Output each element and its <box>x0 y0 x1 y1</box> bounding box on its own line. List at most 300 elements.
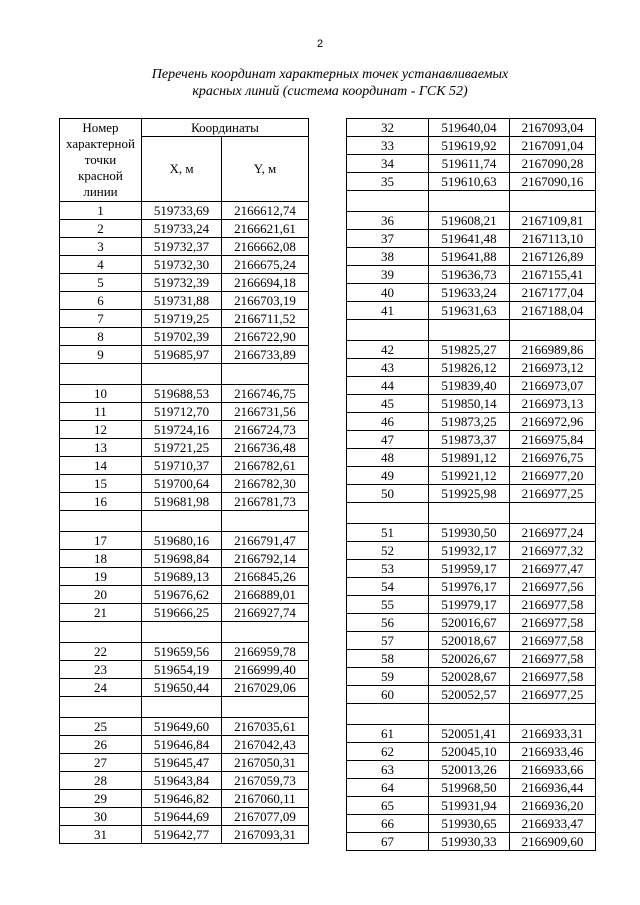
x-coordinate-cell: 519732,39 <box>142 274 222 292</box>
y-coordinate-cell: 2166731,56 <box>222 403 309 421</box>
point-number-cell: 66 <box>347 815 429 833</box>
table-row <box>347 761 596 779</box>
empty-cell <box>429 320 510 341</box>
table-row <box>347 119 596 137</box>
table-row <box>60 661 309 679</box>
empty-cell <box>60 622 142 643</box>
empty-cell <box>429 503 510 524</box>
point-number-cell: 47 <box>347 431 429 449</box>
empty-cell <box>142 511 222 532</box>
point-number-cell: 28 <box>60 772 142 790</box>
y-coordinate-cell: 2166675,24 <box>222 256 309 274</box>
point-number-cell: 13 <box>60 439 142 457</box>
y-coordinate-cell: 2166612,74 <box>222 202 309 220</box>
x-coordinate-cell: 519654,19 <box>142 661 222 679</box>
y-coordinate-cell: 2166722,90 <box>222 328 309 346</box>
x-coordinate-cell: 519826,12 <box>429 359 510 377</box>
table-gap-row <box>347 191 596 212</box>
point-number-cell: 58 <box>347 650 429 668</box>
point-number-cell: 42 <box>347 341 429 359</box>
point-number-cell: 23 <box>60 661 142 679</box>
point-number-cell: 43 <box>347 359 429 377</box>
x-coordinate-cell: 519646,82 <box>142 790 222 808</box>
table-row <box>347 467 596 485</box>
y-coordinate-cell: 2167093,04 <box>510 119 596 137</box>
point-number-cell: 11 <box>60 403 142 421</box>
x-coordinate-cell: 519611,74 <box>429 155 510 173</box>
table-row <box>347 632 596 650</box>
point-number-cell: 56 <box>347 614 429 632</box>
header-y: Y, м <box>222 137 309 202</box>
point-number-cell: 51 <box>347 524 429 542</box>
point-number-cell: 41 <box>347 302 429 320</box>
point-number-cell: 57 <box>347 632 429 650</box>
x-coordinate-cell: 519719,25 <box>142 310 222 328</box>
y-coordinate-cell: 2167177,04 <box>510 284 596 302</box>
point-number-cell: 39 <box>347 266 429 284</box>
table-row <box>60 808 309 826</box>
point-number-cell: 6 <box>60 292 142 310</box>
y-coordinate-cell: 2167042,43 <box>222 736 309 754</box>
x-coordinate-cell: 519979,17 <box>429 596 510 614</box>
table-row <box>60 604 309 622</box>
table-row <box>60 532 309 550</box>
y-coordinate-cell: 2167155,41 <box>510 266 596 284</box>
y-coordinate-cell: 2166973,13 <box>510 395 596 413</box>
empty-cell <box>510 320 596 341</box>
x-coordinate-cell: 519689,13 <box>142 568 222 586</box>
y-coordinate-cell: 2166976,75 <box>510 449 596 467</box>
empty-cell <box>222 622 309 643</box>
title-line-1: Перечень координат характерных точек устанавливаемых <box>151 67 509 82</box>
point-number-cell: 17 <box>60 532 142 550</box>
document-title <box>100 66 560 100</box>
point-number-cell: 4 <box>60 256 142 274</box>
x-coordinate-cell: 519976,17 <box>429 578 510 596</box>
x-coordinate-cell: 519891,12 <box>429 449 510 467</box>
x-coordinate-cell: 519633,24 <box>429 284 510 302</box>
point-number-cell: 10 <box>60 385 142 403</box>
table-gap-row <box>347 503 596 524</box>
table-row <box>60 457 309 475</box>
point-number-cell: 52 <box>347 542 429 560</box>
x-coordinate-cell: 519636,73 <box>429 266 510 284</box>
y-coordinate-cell: 2167050,31 <box>222 754 309 772</box>
table-gap-row <box>60 511 309 532</box>
y-coordinate-cell: 2167113,10 <box>510 230 596 248</box>
table-row <box>60 568 309 586</box>
table-row <box>60 346 309 364</box>
y-coordinate-cell: 2166977,58 <box>510 614 596 632</box>
y-coordinate-cell: 2166973,07 <box>510 377 596 395</box>
table-row <box>347 797 596 815</box>
table-row <box>60 328 309 346</box>
point-number-cell: 20 <box>60 586 142 604</box>
point-number-cell: 46 <box>347 413 429 431</box>
x-coordinate-cell: 519959,17 <box>429 560 510 578</box>
page-number: 2 <box>316 38 324 50</box>
x-coordinate-cell: 519666,25 <box>142 604 222 622</box>
x-coordinate-cell: 519968,50 <box>429 779 510 797</box>
point-number-cell: 65 <box>347 797 429 815</box>
x-coordinate-cell: 519644,69 <box>142 808 222 826</box>
point-number-cell: 67 <box>347 833 429 851</box>
y-coordinate-cell: 2166662,08 <box>222 238 309 256</box>
y-coordinate-cell: 2166977,58 <box>510 596 596 614</box>
y-coordinate-cell: 2166977,58 <box>510 632 596 650</box>
y-coordinate-cell: 2166977,20 <box>510 467 596 485</box>
x-coordinate-cell: 519659,56 <box>142 643 222 661</box>
point-number-cell: 37 <box>347 230 429 248</box>
x-coordinate-cell: 520045,10 <box>429 743 510 761</box>
y-coordinate-cell: 2166977,58 <box>510 650 596 668</box>
point-number-cell: 59 <box>347 668 429 686</box>
point-number-cell: 63 <box>347 761 429 779</box>
table-gap-row <box>60 697 309 718</box>
table-row <box>347 779 596 797</box>
table-row <box>60 439 309 457</box>
table-gap-row <box>60 364 309 385</box>
y-coordinate-cell: 2166933,66 <box>510 761 596 779</box>
point-number-cell: 62 <box>347 743 429 761</box>
point-number-cell: 12 <box>60 421 142 439</box>
table-row <box>60 385 309 403</box>
y-coordinate-cell: 2166977,47 <box>510 560 596 578</box>
empty-cell <box>429 704 510 725</box>
y-coordinate-cell: 2166791,47 <box>222 532 309 550</box>
table-row <box>60 220 309 238</box>
y-coordinate-cell: 2166736,48 <box>222 439 309 457</box>
y-coordinate-cell: 2166977,24 <box>510 524 596 542</box>
y-coordinate-cell: 2166782,61 <box>222 457 309 475</box>
table-row <box>60 679 309 697</box>
empty-cell <box>510 191 596 212</box>
table-row <box>347 524 596 542</box>
y-coordinate-cell: 2166989,86 <box>510 341 596 359</box>
point-number-cell: 25 <box>60 718 142 736</box>
table-row <box>347 650 596 668</box>
point-number-cell: 30 <box>60 808 142 826</box>
point-number-cell: 22 <box>60 643 142 661</box>
point-number-cell: 40 <box>347 284 429 302</box>
x-coordinate-cell: 519930,33 <box>429 833 510 851</box>
table-row <box>347 560 596 578</box>
table-gap-row <box>347 320 596 341</box>
table-row <box>347 137 596 155</box>
point-number-cell: 29 <box>60 790 142 808</box>
y-coordinate-cell: 2166933,46 <box>510 743 596 761</box>
table-row <box>347 248 596 266</box>
table-gap-row <box>60 622 309 643</box>
table-row <box>60 310 309 328</box>
point-number-cell: 19 <box>60 568 142 586</box>
table-row <box>347 686 596 704</box>
point-number-cell: 3 <box>60 238 142 256</box>
x-coordinate-cell: 520052,57 <box>429 686 510 704</box>
y-coordinate-cell: 2166933,31 <box>510 725 596 743</box>
table-row <box>60 790 309 808</box>
x-coordinate-cell: 519643,84 <box>142 772 222 790</box>
point-number-cell: 64 <box>347 779 429 797</box>
table-row <box>60 493 309 511</box>
table-row <box>60 238 309 256</box>
y-coordinate-cell: 2166972,96 <box>510 413 596 431</box>
table-row <box>60 736 309 754</box>
x-coordinate-cell: 519710,37 <box>142 457 222 475</box>
table-row <box>347 266 596 284</box>
empty-cell <box>222 697 309 718</box>
empty-cell <box>142 364 222 385</box>
table-row <box>347 212 596 230</box>
y-coordinate-cell: 2166977,32 <box>510 542 596 560</box>
table-row <box>60 718 309 736</box>
point-number-cell: 54 <box>347 578 429 596</box>
x-coordinate-cell: 519732,30 <box>142 256 222 274</box>
table-row <box>347 302 596 320</box>
x-coordinate-cell: 519702,39 <box>142 328 222 346</box>
table-row <box>347 833 596 851</box>
point-number-cell: 33 <box>347 137 429 155</box>
point-number-cell: 44 <box>347 377 429 395</box>
table-row <box>60 274 309 292</box>
x-coordinate-cell: 519641,48 <box>429 230 510 248</box>
table-row <box>347 377 596 395</box>
point-number-cell: 48 <box>347 449 429 467</box>
x-coordinate-cell: 519930,50 <box>429 524 510 542</box>
x-coordinate-cell: 519873,37 <box>429 431 510 449</box>
empty-cell <box>347 704 429 725</box>
table-row <box>347 725 596 743</box>
y-coordinate-cell: 2166977,58 <box>510 668 596 686</box>
table-row <box>347 284 596 302</box>
table-row <box>60 643 309 661</box>
table-row <box>60 754 309 772</box>
y-coordinate-cell: 2167090,28 <box>510 155 596 173</box>
point-number-cell: 36 <box>347 212 429 230</box>
table-gap-row <box>347 704 596 725</box>
point-number-cell: 31 <box>60 826 142 844</box>
table-row <box>347 815 596 833</box>
empty-cell <box>142 697 222 718</box>
table-row <box>60 256 309 274</box>
empty-cell <box>347 320 429 341</box>
table-row <box>347 155 596 173</box>
x-coordinate-cell: 519608,21 <box>429 212 510 230</box>
table-row <box>347 431 596 449</box>
x-coordinate-cell: 519839,40 <box>429 377 510 395</box>
point-number-cell: 45 <box>347 395 429 413</box>
x-coordinate-cell: 519930,65 <box>429 815 510 833</box>
header-x: X, м <box>142 137 222 202</box>
point-number-cell: 60 <box>347 686 429 704</box>
table-row <box>347 614 596 632</box>
y-coordinate-cell: 2166792,14 <box>222 550 309 568</box>
x-coordinate-cell: 519721,25 <box>142 439 222 457</box>
table-row <box>347 668 596 686</box>
point-number-cell: 7 <box>60 310 142 328</box>
y-coordinate-cell: 2167029,06 <box>222 679 309 697</box>
x-coordinate-cell: 519680,16 <box>142 532 222 550</box>
table-row <box>60 202 309 220</box>
point-number-cell: 24 <box>60 679 142 697</box>
table-row <box>347 341 596 359</box>
y-coordinate-cell: 2167059,73 <box>222 772 309 790</box>
x-coordinate-cell: 519712,70 <box>142 403 222 421</box>
y-coordinate-cell: 2166781,73 <box>222 493 309 511</box>
y-coordinate-cell: 2166936,44 <box>510 779 596 797</box>
point-number-cell: 16 <box>60 493 142 511</box>
y-coordinate-cell: 2166999,40 <box>222 661 309 679</box>
x-coordinate-cell: 519650,44 <box>142 679 222 697</box>
x-coordinate-cell: 519731,88 <box>142 292 222 310</box>
point-number-cell: 49 <box>347 467 429 485</box>
y-coordinate-cell: 2166621,61 <box>222 220 309 238</box>
table-row <box>60 421 309 439</box>
point-number-cell: 27 <box>60 754 142 772</box>
x-coordinate-cell: 519825,27 <box>429 341 510 359</box>
empty-cell <box>347 191 429 212</box>
y-coordinate-cell: 2166733,89 <box>222 346 309 364</box>
x-coordinate-cell: 519642,77 <box>142 826 222 844</box>
point-number-cell: 18 <box>60 550 142 568</box>
y-coordinate-cell: 2166959,78 <box>222 643 309 661</box>
y-coordinate-cell: 2166746,75 <box>222 385 309 403</box>
y-coordinate-cell: 2167091,04 <box>510 137 596 155</box>
table-row <box>60 550 309 568</box>
empty-cell <box>347 503 429 524</box>
y-coordinate-cell: 2166977,25 <box>510 686 596 704</box>
point-number-cell: 2 <box>60 220 142 238</box>
x-coordinate-cell: 520026,67 <box>429 650 510 668</box>
empty-cell <box>429 191 510 212</box>
y-coordinate-cell: 2166694,18 <box>222 274 309 292</box>
x-coordinate-cell: 519676,62 <box>142 586 222 604</box>
y-coordinate-cell: 2167126,89 <box>510 248 596 266</box>
y-coordinate-cell: 2166973,12 <box>510 359 596 377</box>
point-number-cell: 14 <box>60 457 142 475</box>
x-coordinate-cell: 519850,14 <box>429 395 510 413</box>
x-coordinate-cell: 519688,53 <box>142 385 222 403</box>
x-coordinate-cell: 519873,25 <box>429 413 510 431</box>
table-row <box>60 586 309 604</box>
x-coordinate-cell: 520016,67 <box>429 614 510 632</box>
title-line-2: красных линий (система координат - ГСК 52) <box>192 84 468 99</box>
y-coordinate-cell: 2166936,20 <box>510 797 596 815</box>
x-coordinate-cell: 519610,63 <box>429 173 510 191</box>
point-number-cell: 8 <box>60 328 142 346</box>
x-coordinate-cell: 519932,17 <box>429 542 510 560</box>
x-coordinate-cell: 519685,97 <box>142 346 222 364</box>
y-coordinate-cell: 2166845,26 <box>222 568 309 586</box>
y-coordinate-cell: 2166724,73 <box>222 421 309 439</box>
x-coordinate-cell: 519640,04 <box>429 119 510 137</box>
x-coordinate-cell: 519631,63 <box>429 302 510 320</box>
x-coordinate-cell: 519646,84 <box>142 736 222 754</box>
x-coordinate-cell: 519681,98 <box>142 493 222 511</box>
x-coordinate-cell: 520051,41 <box>429 725 510 743</box>
table-row <box>347 359 596 377</box>
point-number-cell: 35 <box>347 173 429 191</box>
table-row <box>347 449 596 467</box>
table-row <box>347 578 596 596</box>
table-row <box>347 485 596 503</box>
x-coordinate-cell: 519649,60 <box>142 718 222 736</box>
table-row <box>347 596 596 614</box>
y-coordinate-cell: 2167077,09 <box>222 808 309 826</box>
coordinates-table-left <box>59 118 309 844</box>
y-coordinate-cell: 2166909,60 <box>510 833 596 851</box>
y-coordinate-cell: 2166975,84 <box>510 431 596 449</box>
y-coordinate-cell: 2166782,30 <box>222 475 309 493</box>
empty-cell <box>142 622 222 643</box>
point-number-cell: 55 <box>347 596 429 614</box>
y-coordinate-cell: 2167035,61 <box>222 718 309 736</box>
y-coordinate-cell: 2166703,19 <box>222 292 309 310</box>
x-coordinate-cell: 519925,98 <box>429 485 510 503</box>
point-number-cell: 26 <box>60 736 142 754</box>
x-coordinate-cell: 520013,26 <box>429 761 510 779</box>
x-coordinate-cell: 519641,88 <box>429 248 510 266</box>
table-row <box>60 292 309 310</box>
x-coordinate-cell: 519732,37 <box>142 238 222 256</box>
point-number-cell: 9 <box>60 346 142 364</box>
x-coordinate-cell: 519700,64 <box>142 475 222 493</box>
x-coordinate-cell: 519645,47 <box>142 754 222 772</box>
point-number-cell: 32 <box>347 119 429 137</box>
point-number-cell: 61 <box>347 725 429 743</box>
empty-cell <box>60 697 142 718</box>
header-coordinates: Координаты <box>142 119 309 137</box>
point-number-cell: 38 <box>347 248 429 266</box>
x-coordinate-cell: 519724,16 <box>142 421 222 439</box>
y-coordinate-cell: 2167090,16 <box>510 173 596 191</box>
y-coordinate-cell: 2166889,01 <box>222 586 309 604</box>
empty-cell <box>60 511 142 532</box>
point-number-cell: 15 <box>60 475 142 493</box>
coordinates-table-right <box>346 118 596 851</box>
table-row <box>347 395 596 413</box>
x-coordinate-cell: 519733,24 <box>142 220 222 238</box>
x-coordinate-cell: 519619,92 <box>429 137 510 155</box>
y-coordinate-cell: 2167188,04 <box>510 302 596 320</box>
table-row <box>347 413 596 431</box>
empty-cell <box>222 511 309 532</box>
table-row <box>347 542 596 560</box>
table-row <box>347 230 596 248</box>
x-coordinate-cell: 519698,84 <box>142 550 222 568</box>
x-coordinate-cell: 520018,67 <box>429 632 510 650</box>
point-number-cell: 1 <box>60 202 142 220</box>
point-number-cell: 34 <box>347 155 429 173</box>
table-row <box>60 826 309 844</box>
y-coordinate-cell: 2167093,31 <box>222 826 309 844</box>
header-point-number: Номер характерной точки красной линии <box>60 119 142 202</box>
table-row <box>60 475 309 493</box>
table-row <box>60 772 309 790</box>
y-coordinate-cell: 2167060,11 <box>222 790 309 808</box>
y-coordinate-cell: 2166927,74 <box>222 604 309 622</box>
y-coordinate-cell: 2166977,25 <box>510 485 596 503</box>
point-number-cell: 50 <box>347 485 429 503</box>
table-row <box>60 403 309 421</box>
x-coordinate-cell: 519921,12 <box>429 467 510 485</box>
empty-cell <box>60 364 142 385</box>
x-coordinate-cell: 519931,94 <box>429 797 510 815</box>
y-coordinate-cell: 2166977,56 <box>510 578 596 596</box>
x-coordinate-cell: 520028,67 <box>429 668 510 686</box>
empty-cell <box>510 503 596 524</box>
empty-cell <box>222 364 309 385</box>
